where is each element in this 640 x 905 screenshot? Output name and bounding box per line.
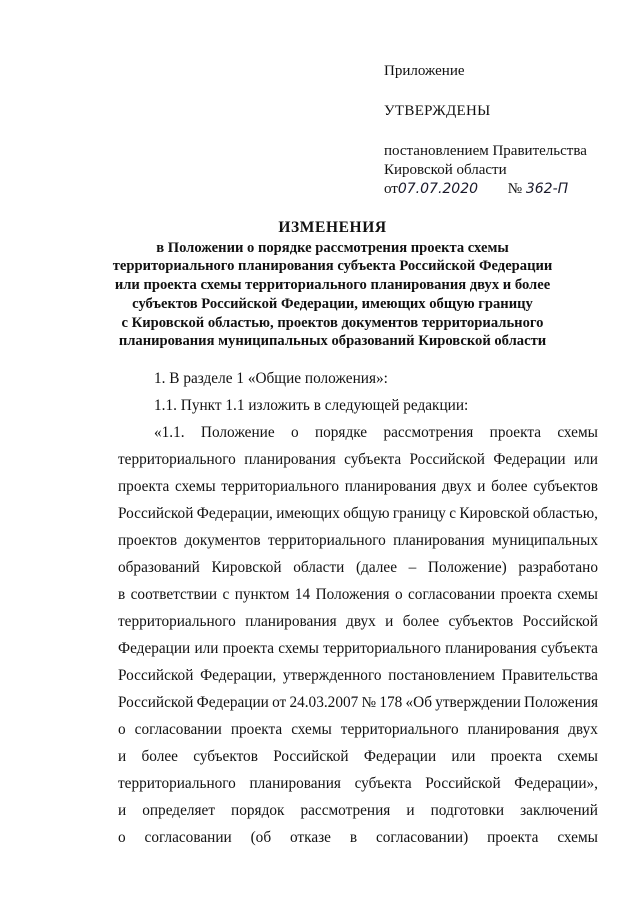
quote-word: общую (343, 505, 390, 522)
quote-word: схемы (557, 586, 598, 603)
quote-word: в (349, 829, 358, 846)
quote-word: порядке (314, 424, 368, 441)
decree-line-1: постановлением Правительства (384, 143, 587, 159)
quote-word: утверждении (435, 694, 521, 711)
quote-word: Федерации (363, 748, 437, 765)
quote-word: Российской (118, 505, 194, 522)
title-main: ИЗМЕНЕНИЯ (278, 219, 387, 236)
quote-word: документов (184, 532, 261, 549)
quote-line (118, 554, 598, 581)
quote-word: двух (346, 613, 376, 630)
quote-word: проекта (490, 748, 543, 765)
handwritten-number: 362-П (525, 181, 569, 197)
quote-word: Российской (522, 613, 598, 630)
quote-word: субъекта (344, 451, 402, 468)
quote-line (118, 473, 598, 500)
quote-word: образований (118, 559, 200, 576)
quote-line (118, 608, 598, 635)
quote-word: постановлением (388, 667, 495, 684)
quote-word: и (406, 802, 415, 819)
quote-word: планирования (467, 721, 560, 738)
item-1-paragraph: 1. В разделе 1 «Общие положения»: (154, 370, 388, 387)
quote-word: «1.1. (154, 424, 185, 441)
quote-word: проекта (222, 640, 275, 657)
quote-word: Федерации», (514, 775, 598, 792)
quote-word: пунктом (234, 586, 290, 603)
quote-line (118, 446, 598, 473)
quote-word: подготовки (430, 802, 505, 819)
quote-word: более (491, 478, 528, 495)
quote-word: проекта (487, 829, 539, 846)
quote-word: или (573, 451, 598, 468)
quote-word: субъектов (533, 478, 598, 495)
quote-word: заключений (520, 802, 598, 819)
quote-word: согласовании) (375, 829, 469, 846)
quote-line (118, 419, 598, 446)
document-body (118, 365, 598, 851)
quote-word: Федерации, (200, 667, 277, 684)
quote-word: и (477, 478, 486, 495)
quote-line (118, 662, 598, 689)
approval-stamp (384, 62, 587, 199)
quote-word: Российской (118, 694, 194, 711)
quote-word: схемы (278, 640, 319, 657)
quote-word: планирования (393, 532, 485, 549)
quote-word: схемы (557, 424, 598, 441)
quote-line (118, 500, 598, 527)
quote-word: или (451, 748, 476, 765)
quote-word: территориального (267, 532, 386, 549)
quote-word: планирования (244, 451, 336, 468)
quote-word: Положения (315, 586, 390, 603)
handwritten-date: 07.07.2020 (397, 181, 479, 197)
quote-word: муниципальных (492, 532, 598, 549)
quote-line (118, 689, 598, 716)
item-1-1-paragraph: 1.1. Пункт 1.1 изложить в следующей редакции: (154, 397, 469, 414)
quote-word: границу (392, 505, 446, 522)
decree-block (384, 142, 587, 199)
title-line: с Кировской областью, проектов документов территориального (121, 314, 544, 331)
quote-line (118, 743, 598, 770)
quote-word: схемы (557, 829, 598, 846)
quote-line (118, 635, 598, 662)
quote-word: – (408, 559, 417, 576)
quote-word: (об (250, 829, 272, 846)
quote-word: субъекта (354, 775, 412, 792)
quote-word: Положение (200, 424, 275, 441)
quote-word: отказе (289, 829, 331, 846)
quote-word: проектов (118, 532, 178, 549)
quote-word: Российской (425, 775, 501, 792)
quote-word: субъектов (193, 748, 258, 765)
quote-word: проекта (489, 424, 541, 441)
quote-word: от (272, 694, 287, 711)
quote-word: области (293, 559, 345, 576)
title-line: или проекта схемы территориального планирования двух и более (114, 277, 551, 294)
quote-word: планирования (445, 640, 537, 657)
number-prefix: № (507, 181, 523, 197)
quoted-paragraph (118, 419, 598, 851)
quote-word: территориального (118, 613, 236, 630)
quote-word: или (194, 640, 219, 657)
quote-word: о (394, 586, 403, 603)
quote-word: имеющих (276, 505, 340, 522)
quote-word: о (290, 424, 299, 441)
quote-word: проекта (500, 586, 552, 603)
quote-line (118, 797, 598, 824)
quote-word: и (118, 802, 127, 819)
quote-word: более (141, 748, 178, 765)
title-line: территориального планирования субъекта Российской Федерации (112, 258, 553, 275)
quote-line (118, 716, 598, 743)
quote-word: согласовании (408, 586, 496, 603)
quote-word: 14 (294, 586, 311, 603)
quote-word: Кировской (211, 559, 282, 576)
quote-word: Федерации, (196, 505, 273, 522)
quote-word: в (118, 586, 126, 603)
quote-word: согласовании (144, 829, 232, 846)
quote-word: Российской (118, 667, 194, 684)
quote-word: и (118, 748, 127, 765)
quote-word: 178 (379, 694, 403, 711)
quote-word: территориального (221, 478, 340, 495)
quote-word: территориального (118, 775, 236, 792)
quote-word: планирования (245, 613, 337, 630)
quote-line (118, 581, 598, 608)
quote-word: и (385, 613, 394, 630)
quote-word: территориального (323, 640, 441, 657)
quote-word: рассмотрения (300, 802, 391, 819)
quote-word: Кировской (459, 505, 530, 522)
quote-word: утвержденного (282, 667, 382, 684)
quote-word: с (449, 505, 456, 522)
quote-word: Правительства (501, 667, 598, 684)
quote-word: более (402, 613, 440, 630)
quote-word: Российской (273, 748, 349, 765)
quote-line (118, 770, 598, 797)
title-line: в Положении о порядке рассмотрения проекта схемы (156, 239, 509, 256)
quote-word: схемы (291, 721, 332, 738)
quote-word: «Об (405, 694, 432, 711)
quote-word: территориального (118, 451, 236, 468)
quote-word: планирования (249, 775, 341, 792)
quote-word: субъекта (540, 640, 598, 657)
quote-word: 24.03.2007 (289, 694, 359, 711)
quote-word: определяет (142, 802, 216, 819)
decree-date-line (384, 180, 587, 199)
quote-word: субъектов (448, 613, 514, 630)
quote-line (118, 824, 598, 851)
appendix-label: Приложение (384, 63, 465, 79)
quote-word: с (222, 586, 230, 603)
quote-word: схемы (557, 748, 598, 765)
quote-word: двух (441, 478, 472, 495)
quote-word: территориального (340, 721, 459, 738)
document-title (60, 219, 605, 351)
quote-word: областью, (532, 505, 598, 522)
title-line: планирования муниципальных образований Кировской области (118, 333, 547, 350)
quote-word: планирования (344, 478, 437, 495)
quote-word: о (118, 721, 126, 738)
quote-word: Федерации (118, 640, 191, 657)
quote-word: разработано (518, 559, 598, 576)
quote-word: проекта (118, 478, 170, 495)
quote-word: двух (568, 721, 598, 738)
quote-line (118, 527, 598, 554)
quote-word: Федерации (493, 451, 566, 468)
quote-word: порядок (231, 802, 285, 819)
quote-word: о (118, 829, 126, 846)
quote-word: рассмотрения (383, 424, 474, 441)
decree-line-2: Кировской области (384, 162, 507, 178)
title-line: субъектов Российской Федерации, имеющих общую границу (132, 295, 533, 312)
approved-label: УТВЕРЖДЕНЫ (384, 103, 491, 119)
quote-word: соответствии (130, 586, 218, 603)
quote-word: Федерации (196, 694, 269, 711)
quote-word: Российской (409, 451, 485, 468)
quote-word: (далее (355, 559, 397, 576)
quote-word: № (361, 694, 377, 711)
quote-word: схемы (175, 478, 216, 495)
quote-word: проекта (230, 721, 283, 738)
quote-word: Положение) (427, 559, 507, 576)
quote-word: Положения (524, 694, 598, 711)
date-prefix: от (384, 181, 398, 197)
quote-word: согласовании (134, 721, 222, 738)
